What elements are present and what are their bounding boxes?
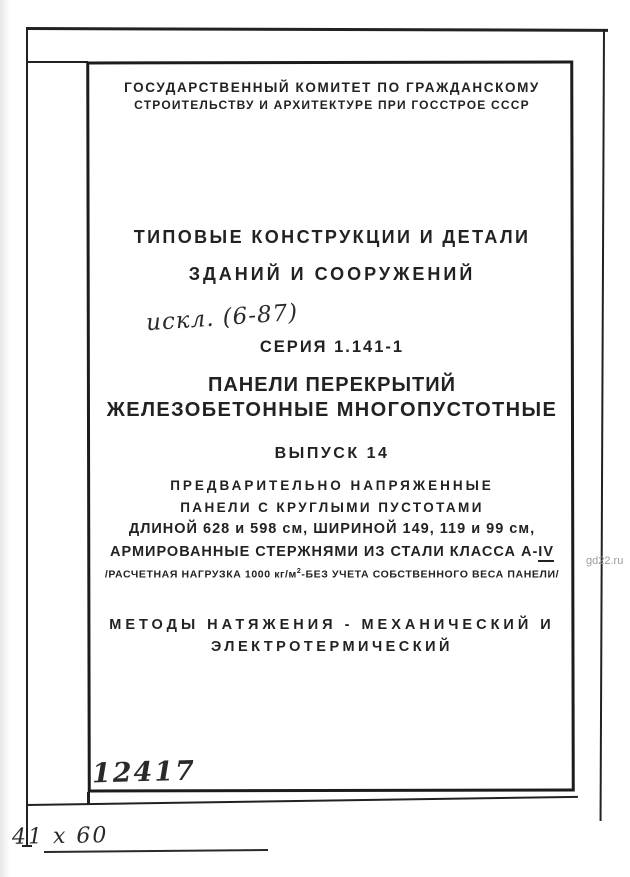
committee-header-line1: ГОСУДАРСТВЕННЫЙ КОМИТЕТ ПО ГРАЖДАНСКОМУ [124,80,540,95]
document-title-line1: ТИПОВЫЕ КОНСТРУКЦИИ И ДЕТАЛИ [133,227,531,247]
watermark-text: gd22.ru [586,555,624,567]
tension-methods-line2: ЭЛЕКТРОТЕРМИЧЕСКИЙ [211,639,453,655]
handwritten-exclusion-note: искл. (6-87) [145,299,300,337]
document-title-line2: ЗДАНИЙ И СООРУЖЕНИЙ [188,264,476,284]
outer-frame-left-line [26,27,28,847]
load-note-prefix: /РАСЧЕТНАЯ НАГРУЗКА 1000 кг/м [104,568,297,581]
outer-frame-right-line [600,29,605,821]
description-line1: ПРЕДВАРИТЕЛЬНО НАПРЯЖЕННЫЕ [170,478,494,493]
subject-title-line1: ПАНЕЛИ ПЕРЕКРЫТИЙ [207,374,457,396]
size-note-underline [44,849,268,853]
inner-frame-left-extension [87,792,90,805]
outer-frame-bottom-line [27,796,578,806]
committee-header-line2: СТРОИТЕЛЬСТВУ И АРХИТЕКТУРЕ ПРИ ГОССТРОЕ СССР [134,98,530,112]
description-line2: ПАНЕЛИ С КРУГЛЫМИ ПУСТОТАМИ [180,500,484,515]
steel-class-roman-numeral: IV [538,544,554,560]
load-note [87,568,577,581]
description-line4-prefix: АРМИРОВАННЫЕ СТЕРЖНЯМИ ИЗ СТАЛИ КЛАССА А- [110,544,539,560]
series-label: СЕРИЯ 1.141-1 [259,338,405,356]
load-note-suffix: -БЕЗ УЧЕТА СОБСТВЕННОГО ВЕСА ПАНЕЛИ/ [301,568,560,581]
description-line4 [87,544,577,560]
scan-edge-shadow [0,0,10,877]
inner-frame-border [86,60,575,792]
tension-methods-line1: МЕТОДЫ НАТЯЖЕНИЯ - МЕХАНИЧЕСКИЙ И [109,617,555,633]
subject-title-line2: ЖЕЛЕЗОБЕТОННЫЕ МНОГОПУСТОТНЫЕ [106,399,558,421]
description-line3: ДЛИНОЙ 628 и 598 см, ШИРИНОЙ 149, 119 и 99 см, [128,521,536,537]
header-band-line [28,61,88,63]
outer-frame-top-line [26,27,608,32]
handwritten-stamp-number: 12417 [91,755,197,790]
issue-label: ВЫПУСК 14 [274,445,390,462]
load-note-superscript: 2 [296,568,302,575]
handwritten-size-note: 41 х 60 [11,823,109,850]
